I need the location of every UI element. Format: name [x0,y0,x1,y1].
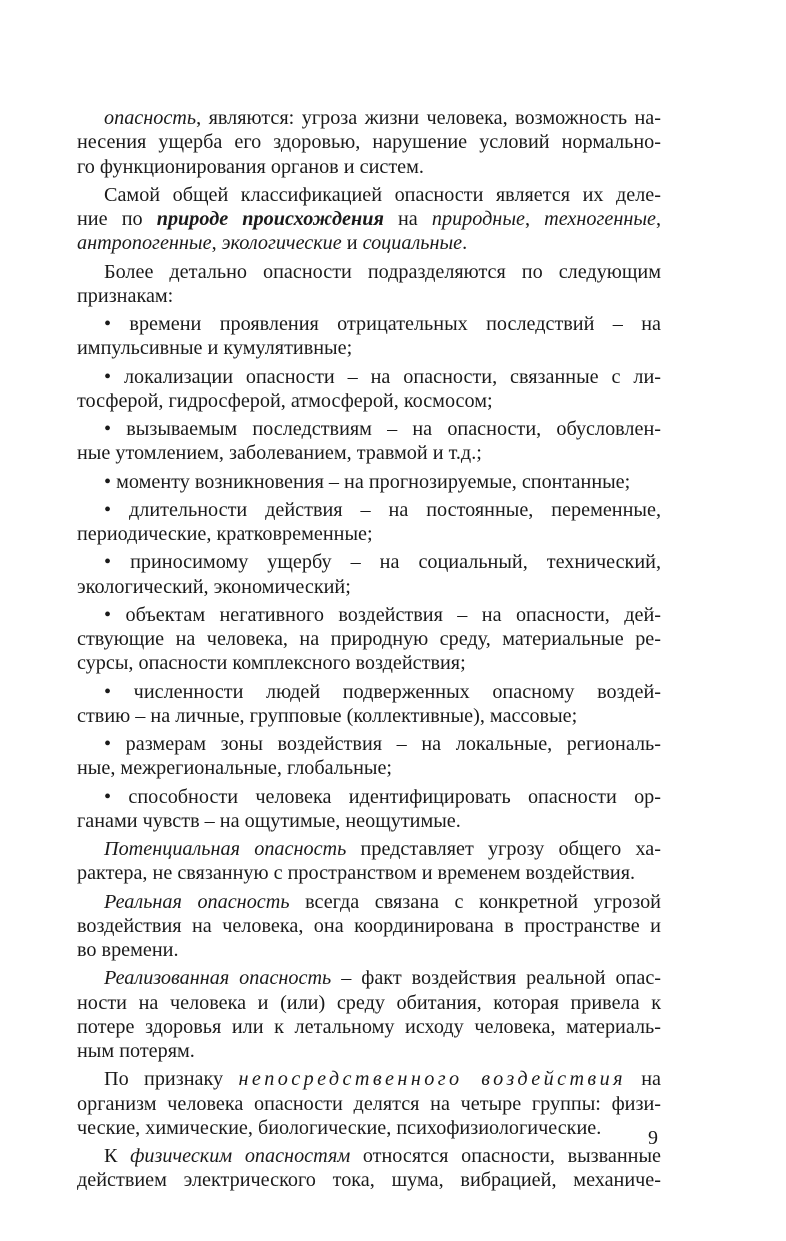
text-line [77,861,661,885]
text-run: К [104,1145,131,1167]
text-run: • приносимому ущербу – на социальный, технический, [104,551,661,574]
text-line [77,312,661,336]
text-run: • объектам негативного воздействия – на опасности, дей- [104,603,661,626]
text-run: несения ущерба его здоровью, нарушение условий нормально- [77,131,661,154]
text-run: потере здоровья или к летальному исходу человека, материаль- [77,1015,661,1038]
text-line [77,837,661,861]
emphasis-italic: техногенные [544,208,656,230]
text-run: По признаку [104,1068,239,1091]
paragraph [77,785,661,834]
text-line [77,1092,661,1116]
text-run: – факт воздействия реальной опас- [331,967,661,990]
text-line [77,1116,661,1140]
text-run: на [383,208,432,230]
text-run: ние по [77,208,157,230]
text-run: , [655,208,662,230]
text-line [77,498,661,522]
text-line [77,550,661,574]
text-run: • моменту возникновения – на прогнозируемые, спонтанные; [104,470,631,493]
paragraph [77,680,661,729]
text-line [77,389,661,413]
paragraph [77,183,661,256]
paragraph [77,498,661,547]
paragraph [77,603,661,676]
emphasis-bold: природе происхождения [156,208,384,230]
text-run: • численности людей подверженных опасному воздей- [104,680,661,703]
text-run: го функционирования органов и систем. [77,155,424,178]
paragraph [77,550,661,599]
paragraph [77,470,661,494]
text-run: сурсы, опасности комплексного воздействия; [77,652,466,675]
text-line [77,231,661,255]
text-run: экологический, экономический; [77,575,351,598]
text-line [77,441,661,465]
text-run: • локализации опасности – на опасности, связанные с ли- [104,365,661,388]
paragraph [77,890,661,963]
text-run: и [341,232,363,255]
emphasis-italic: экологические [221,232,342,255]
emphasis-italic: Реальная опасность [104,890,290,913]
paragraph [77,837,661,886]
text-run: ным потерям. [77,1040,195,1062]
text-run: тосферой, гидросферой, атмосферой, космосом; [77,389,493,412]
paragraph [77,365,661,414]
text-line [77,680,661,704]
emphasis-spaced: непосредственного воздействия [238,1068,626,1091]
text-line [77,207,661,231]
paragraph [77,1067,661,1140]
text-run: периодические, кратковременные; [77,523,373,545]
text-run: признакам: [77,284,174,307]
text-run: относятся опасности, вызванные [350,1145,661,1167]
text-run: , [524,208,545,230]
text-line [77,470,661,494]
paragraph [77,732,661,781]
text-line [77,603,661,627]
emphasis-italic: опасность [104,107,197,129]
emphasis-italic: Реализованная опасность [104,967,332,990]
paragraph [77,260,661,309]
text-run: • времени проявления отрицательных последствий – на [104,313,661,335]
text-line [77,1144,661,1168]
page-body [77,106,661,1193]
text-run: Более детально опасности подразделяются по следующим [104,260,661,283]
text-line [77,183,661,207]
text-line [77,732,661,756]
text-line [77,365,661,389]
text-line [77,417,661,441]
text-run: рактера, не связанную с пространством и временем воздействия. [77,862,636,885]
text-line [77,155,661,179]
text-run: всегда связана с конкретной угрозой [289,890,661,913]
emphasis-italic: антропогенные [77,232,212,255]
text-line [77,260,661,284]
text-run: во времени. [77,939,179,961]
text-line [77,938,661,962]
text-run: импульсивные и кумулятивные; [77,337,353,360]
text-line [77,1168,661,1192]
text-line [77,336,661,360]
text-run: воздействия на человека, она координирована в пространстве и [77,914,661,937]
text-line [77,627,661,651]
emphasis-italic: природные [431,208,525,230]
text-line [77,966,661,990]
text-run: . [462,232,468,255]
text-line [77,575,661,599]
text-run: действием электрического тока, шума, вибрацией, механиче- [77,1169,661,1192]
text-run: • длительности действия – на постоянные, переменные, [104,498,661,521]
emphasis-italic: социальные [362,232,463,255]
text-line [77,890,661,914]
text-run: ствию – на личные, групповые (коллективные), массовые; [77,704,578,727]
text-run: ные утомлением, заболеванием, травмой и т.д.; [77,442,482,465]
text-line [77,914,661,938]
paragraph [77,417,661,466]
text-run: ганами чувств – на ощутимые, неощутимые. [77,809,461,832]
text-run: • размерам зоны воздействия – на локальные, региональ- [104,733,661,755]
text-run: ности на человека и (или) среду обитания, которая привела к [77,991,661,1014]
text-run: , являются: угроза жизни человека, возможность на- [196,107,661,129]
page-number: 9 [648,1127,658,1149]
text-line [77,809,661,833]
emphasis-italic: Потенциальная опасность [104,838,347,860]
text-run: ствующие на человека, на природную среду, материальные ре- [77,628,661,650]
text-run: • способности человека идентифицировать опасности ор- [104,785,661,808]
paragraph [77,1144,661,1193]
text-line [77,284,661,308]
paragraph [77,966,661,1063]
text-line [77,785,661,809]
text-line [77,1067,661,1091]
text-line [77,1015,661,1039]
text-line [77,651,661,675]
text-line [77,704,661,728]
emphasis-italic: физическим опасностям [130,1145,351,1167]
text-line [77,106,661,130]
paragraph [77,106,661,179]
text-run: ческие, химические, биологические, психофизиологические. [77,1116,602,1139]
text-run: • вызываемым последствиям – на опасности, обусловлен- [104,418,661,440]
text-run: ные, межрегиональные, глобальные; [77,757,393,780]
text-line [77,1039,661,1063]
text-run: Самой общей классификацией опасности является их деле- [104,183,661,206]
text-line [77,130,661,154]
text-run: представляет угрозу общего ха- [346,838,661,860]
text-run: на [625,1068,662,1091]
text-run: организм человека опасности делятся на четыре группы: физи- [77,1092,661,1115]
text-line [77,991,661,1015]
text-line [77,756,661,780]
text-line [77,522,661,546]
paragraph [77,312,661,361]
text-run: , [211,232,222,255]
